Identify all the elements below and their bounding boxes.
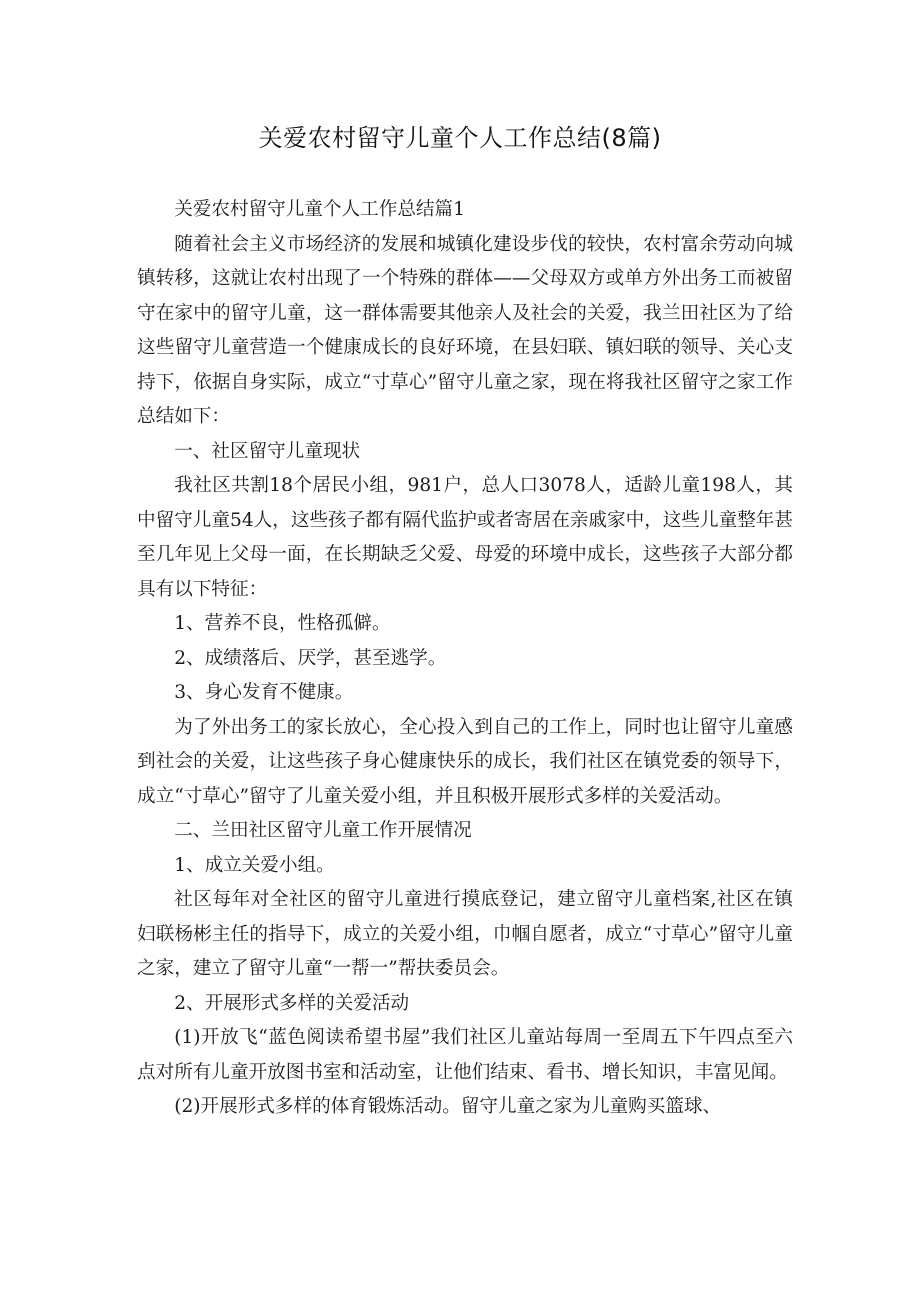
list-item: 3、身心发育不健康。 [174, 682, 354, 703]
subsection-heading: 1、成立关爱小组。 [174, 854, 335, 876]
paragraph: 随着社会主义市场经济的发展和城镇化建设步伐的较快，农村富余劳动向城镇转移，这就让农村出现了一个特殊的群体——父母双方或单方外出务工而被留守在家中的留守儿童，这一群体需要其他亲人及社会的关爱，我兰田社区为了给这些留守儿童营造一个健康成长的良好环境，在县妇联、镇妇联的领导、关心支持下，依据自身实际，成立“寸草心”留守儿童之家，现在将我社区留守之家工作总结如下： [137, 233, 793, 427]
list-item: 1、营养不良，性格孤僻。 [174, 613, 391, 634]
paragraph: (1)开放飞“蓝色阅读希望书屋”我们社区儿童站每周一至周五下午四点至六点对所有儿童开放图书室和活动室，让他们结束、看书、增长知识，丰富见闻。 [137, 1027, 793, 1083]
subsection-heading: 2、开展形式多样的关爱活动 [174, 992, 410, 1014]
section-heading: 关爱农村留守儿童个人工作总结篇1 [174, 199, 465, 220]
paragraph: 为了外出务工的家长放心，全心投入到自己的工作上，同时也让留守儿童感到社会的关爱，让这些孩子身心健康快乐的成长，我们社区在镇党委的领导下，成立“寸草心”留守了儿童关爱小组，并且积极开展形式多样的关爱活动。 [137, 716, 793, 807]
document-body [137, 193, 793, 1125]
document-title: 关爱农村留守儿童个人工作总结(8篇) [258, 124, 662, 152]
paragraph: (2)开展形式多样的体育锻炼活动。留守儿童之家为儿童购买篮球、 [174, 1096, 722, 1117]
list-item: 2、成绩落后、厌学，甚至逃学。 [174, 647, 447, 669]
section-heading: 一、社区留守儿童现状 [174, 440, 361, 462]
paragraph: 我社区共割18个居民小组，981户，总人口3078人，适龄儿童198人，其中留守儿童54人，这些孩子都有隔代监护或者寄居在亲戚家中，这些儿童整年甚至几年见上父母一面，在长期缺乏父爱、母爱的环境中成长，这些孩子大部分都具有以下特征： [137, 475, 793, 600]
paragraph: 社区每年对全社区的留守儿童进行摸底登记，建立留守儿童档案,社区在镇妇联杨彬主任的指导下，成立的关爱小组，巾帼自愿者，成立“寸草心”留守儿童之家，建立了留守儿童“一帮一”帮扶委员会。 [137, 889, 793, 979]
section-heading: 二、兰田社区留守儿童工作开展情况 [174, 820, 472, 841]
